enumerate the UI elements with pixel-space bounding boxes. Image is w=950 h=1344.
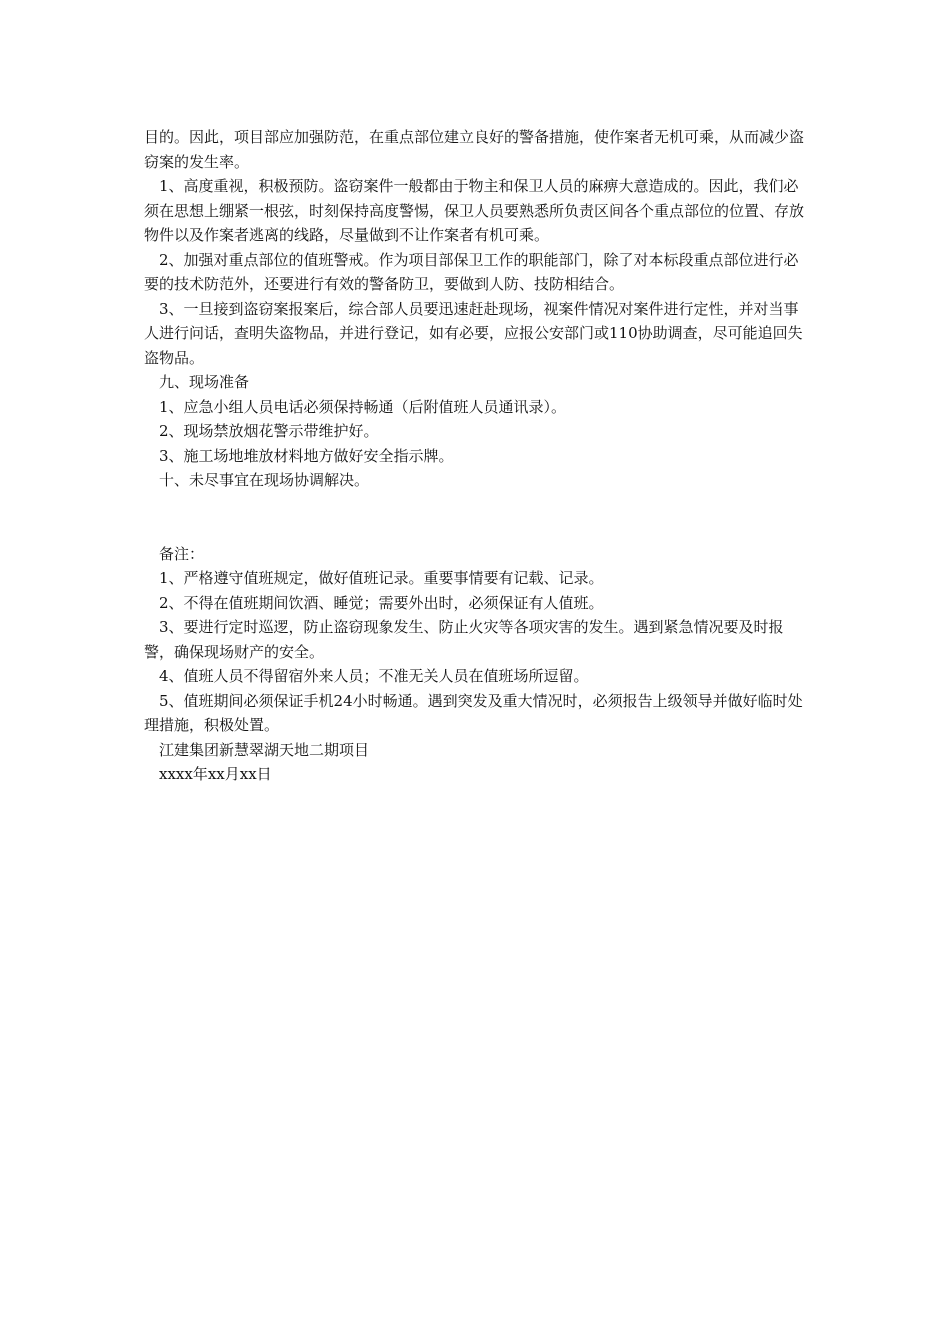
note-item: 1、严格遵守值班规定，做好值班记录。重要事情要有记载、记录。 [159, 569, 604, 587]
paragraph: 2、现场禁放烟花警示带维护好。 [159, 422, 379, 440]
paragraph: 目的。因此，项目部应加强防范，在重点部位建立良好的警备措施，使作案者无机可乘，从而减少盗窃案的发生率。 [144, 128, 805, 171]
note-item: 2、不得在值班期间饮酒、睡觉；需要外出时，必须保证有人值班。 [159, 593, 604, 612]
paragraph: 3、施工场地堆放材料地方做好安全指示牌。 [159, 446, 454, 465]
section-heading: 十、未尽事宜在现场协调解决。 [159, 471, 370, 489]
note-item: 5、值班期间必须保证手机24小时畅通。遇到突发及重大情况时，必须报告上级领导并做好临时处理措施，积极处置。 [144, 691, 803, 734]
notes-title: 备注： [159, 544, 205, 563]
note-item: 3、要进行定时巡逻，防止盗窃现象发生、防止火灾等各项灾害的发生。遇到紧急情况要及时报警，确保现场财产的安全。 [144, 618, 784, 661]
signature-org: 江建集团新慧翠湖天地二期项目 [159, 740, 370, 759]
paragraph: 1、高度重视，积极预防。盗窃案件一般都由于物主和保卫人员的麻痹大意造成的。因此，我们必须在思想上绷紧一根弦，时刻保持高度警惕，保卫人员要熟悉所负责区间各个重点部位的位置、存放物件以及作案者逃离的线路，尽量做到不让作案者有机可乘。 [144, 177, 805, 244]
paragraph: 2、加强对重点部位的值班警戒。作为项目部保卫工作的职能部门，除了对本标段重点部位进行必要的技术防范外，还要进行有效的警备防卫，要做到人防、技防相结合。 [144, 250, 799, 293]
section-heading: 九、现场准备 [159, 373, 250, 391]
paragraph: 1、应急小组人员电话必须保持畅通（后附值班人员通讯录）。 [159, 397, 567, 416]
blank-space [144, 493, 808, 542]
signature-date: xxxx年xx月xx日 [159, 765, 272, 783]
document-page [144, 125, 808, 787]
paragraph: 3、一旦接到盗窃案报案后，综合部人员要迅速赶赴现场，视案件情况对案件进行定性，并对当事人进行问话，查明失盗物品，并进行登记，如有必要，应报公安部门或110协助调查，尽可能追回失盗物品。 [144, 299, 803, 367]
note-item: 4、值班人员不得留宿外来人员；不准无关人员在值班场所逗留。 [159, 667, 589, 685]
